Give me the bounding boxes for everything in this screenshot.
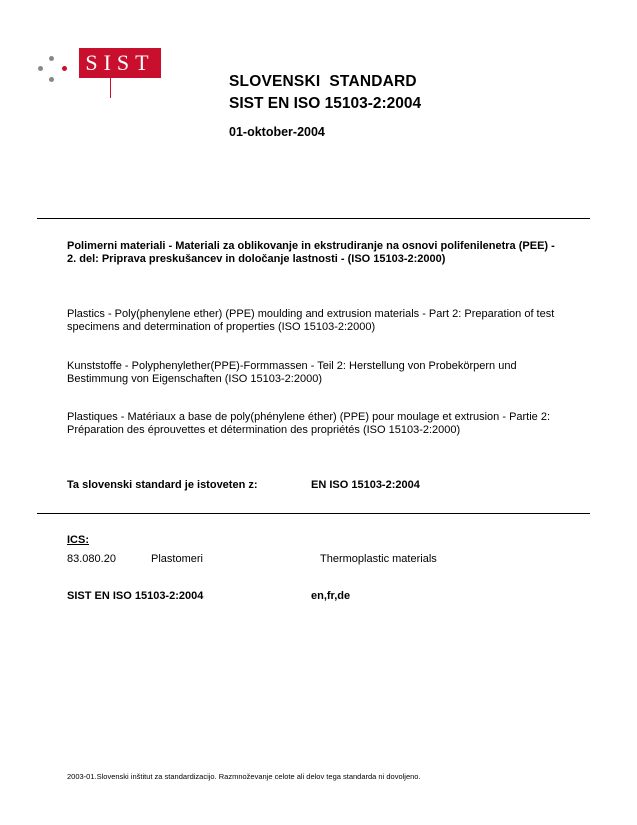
standard-date: 01-oktober-2004 xyxy=(229,125,325,139)
ics-slovenian: Plastomeri xyxy=(151,553,203,565)
title-english: Plastics - Poly(phenylene ether) (PPE) moulding and extrusion materials - Part 2: Preparation of test specimens and determination of properties (ISO 15103-2:2000) xyxy=(67,308,555,333)
ics-code: 83.080.20 xyxy=(67,553,116,565)
ics-english: Thermoplastic materials xyxy=(320,553,437,565)
logo-dot xyxy=(49,56,54,61)
middle-rule xyxy=(37,513,590,514)
top-rule xyxy=(37,218,590,219)
title-slovenian: Polimerni materiali - Materiali za oblikovanje in ekstrudiranje na osnovi polifenilenetra (PEE) - 2. del: Priprava preskušancev in določanje lastnosti - (ISO 15103-2:2000) xyxy=(67,240,555,265)
bottom-code: SIST EN ISO 15103-2:2004 xyxy=(67,590,204,602)
sist-logo: SIST xyxy=(79,48,161,78)
logo-dot xyxy=(62,66,67,71)
logo-dot xyxy=(49,77,54,82)
standard-code: SIST EN ISO 15103-2:2004 xyxy=(229,95,422,112)
logo-dots xyxy=(34,56,70,92)
logo-dot xyxy=(38,66,43,71)
identical-label: Ta slovenski standard je istoveten z: xyxy=(67,479,258,491)
copyright-footer: 2003-01.Slovenski inštitut za standardizacijo. Razmnoževanje celote ali delov tega standarda ni dovoljeno. xyxy=(67,772,421,781)
standard-type: SLOVENSKI STANDARD xyxy=(229,73,417,90)
title-german: Kunststoffe - Polyphenylether(PPE)-Formmassen - Teil 2: Herstellung von Probekörpern und Bestimmung von Eigenschaften (ISO 15103-2:2000) xyxy=(67,360,517,385)
ics-heading: ICS: xyxy=(67,534,89,546)
logo-line xyxy=(110,78,111,98)
languages: en,fr,de xyxy=(311,590,351,602)
title-french: Plastiques - Matériaux a base de poly(phénylene éther) (PPE) pour moulage et extrusion - Partie 2: Préparation des éprouvettes et détermination des propriétés (ISO 15103-2:2000) xyxy=(67,411,551,436)
identical-value: EN ISO 15103-2:2004 xyxy=(311,479,420,491)
